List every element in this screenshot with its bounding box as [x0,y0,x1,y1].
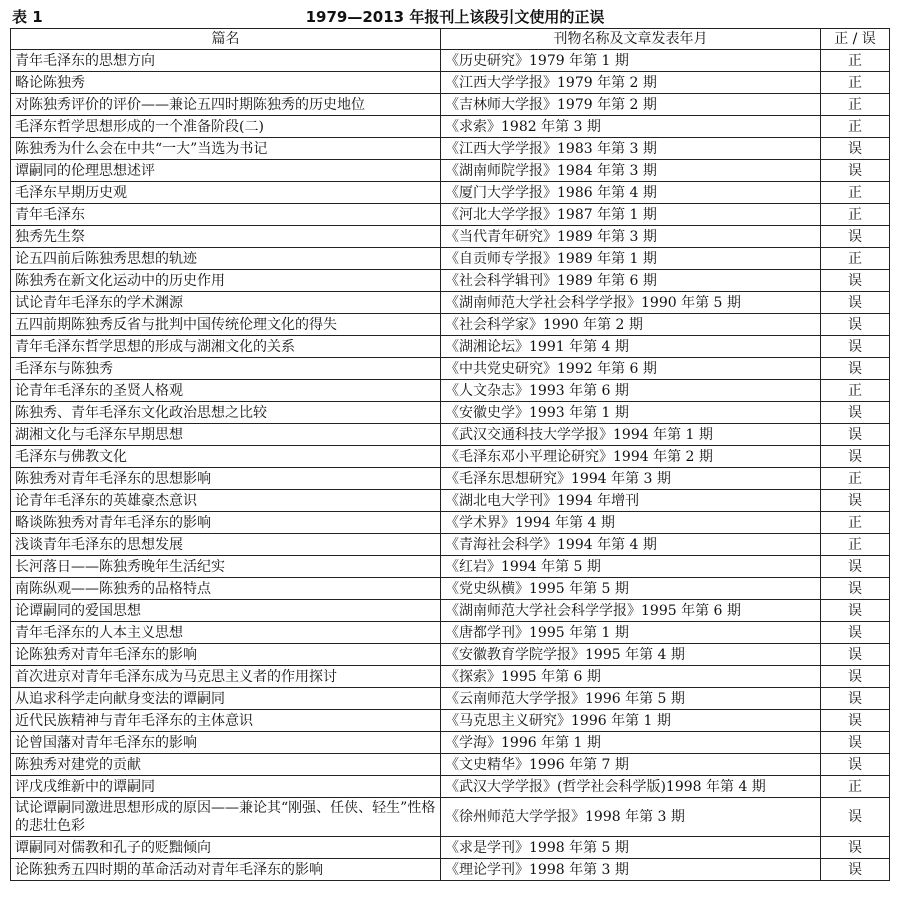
verdict-cell: 正 [821,380,890,402]
verdict-cell: 误 [821,600,890,622]
journal-cell: 《求索》1982 年第 3 期 [441,116,821,138]
table-row [11,556,890,578]
article-title-cell: 五四前期陈独秀反省与批判中国传统伦理文化的得失 [11,314,441,336]
journal-cell: 《青海社会科学》1994 年第 4 期 [441,534,821,556]
journal-cell: 《湖南师范大学社会科学学报》1990 年第 5 期 [441,292,821,314]
journal-cell: 《安徽教育学院学报》1995 年第 4 期 [441,644,821,666]
verdict-cell: 误 [821,732,890,754]
article-title-cell: 浅谈青年毛泽东的思想发展 [11,534,441,556]
article-title-cell: 试论谭嗣同激进思想形成的原因——兼论其“刚强、任侠、轻生”性格的悲壮色彩 [11,798,441,837]
table-row [11,512,890,534]
table-title: 1979—2013 年报刊上该段引文使用的正误 [305,8,605,26]
verdict-cell: 误 [821,138,890,160]
table-row [11,622,890,644]
journal-cell: 《毛泽东邓小平理论研究》1994 年第 2 期 [441,446,821,468]
article-title-cell: 陈独秀对青年毛泽东的思想影响 [11,468,441,490]
table-row [11,710,890,732]
table-row [11,182,890,204]
article-title-cell: 论谭嗣同的爱国思想 [11,600,441,622]
header-journal: 刊物名称及文章发表年月 [441,29,821,50]
journal-cell: 《厦门大学学报》1986 年第 4 期 [441,182,821,204]
journal-cell: 《马克思主义研究》1996 年第 1 期 [441,710,821,732]
verdict-cell: 误 [821,446,890,468]
article-title-cell: 略谈陈独秀对青年毛泽东的影响 [11,512,441,534]
verdict-cell: 误 [821,622,890,644]
verdict-cell: 正 [821,468,890,490]
table-label: 表 1 [12,8,43,26]
table-row [11,314,890,336]
table-row [11,138,890,160]
verdict-cell: 误 [821,226,890,248]
verdict-cell: 误 [821,578,890,600]
journal-cell: 《中共党史研究》1992 年第 6 期 [441,358,821,380]
journal-cell: 《社会科学家》1990 年第 2 期 [441,314,821,336]
table-row [11,644,890,666]
table-row [11,248,890,270]
table-row [11,336,890,358]
article-title-cell: 陈独秀为什么会在中共“一大”当选为书记 [11,138,441,160]
article-title-cell: 独秀先生祭 [11,226,441,248]
table-caption [10,4,890,26]
article-title-cell: 谭嗣同对儒教和孔子的贬黜倾向 [11,837,441,859]
table-row [11,666,890,688]
table-row [11,380,890,402]
article-title-cell: 陈独秀、青年毛泽东文化政治思想之比较 [11,402,441,424]
journal-cell: 《学海》1996 年第 1 期 [441,732,821,754]
header-row [11,29,890,50]
journal-cell: 《文史精华》1996 年第 7 期 [441,754,821,776]
table-row [11,160,890,182]
table-row [11,292,890,314]
verdict-cell: 误 [821,402,890,424]
verdict-cell: 正 [821,94,890,116]
journal-cell: 《江西大学学报》1983 年第 3 期 [441,138,821,160]
header-verdict: 正 / 误 [821,29,890,50]
table-row [11,837,890,859]
article-title-cell: 南陈纵观——陈独秀的品格特点 [11,578,441,600]
article-title-cell: 青年毛泽东哲学思想的形成与湖湘文化的关系 [11,336,441,358]
citation-table [10,28,890,881]
journal-cell: 《湖南师院学报》1984 年第 3 期 [441,160,821,182]
article-title-cell: 陈独秀对建党的贡献 [11,754,441,776]
table-row [11,446,890,468]
verdict-cell: 误 [821,754,890,776]
journal-cell: 《江西大学学报》1979 年第 2 期 [441,72,821,94]
table-row [11,50,890,72]
table-row [11,424,890,446]
journal-cell: 《湖北电大学刊》1994 年增刊 [441,490,821,512]
table-row [11,270,890,292]
journal-cell: 《武汉大学学报》(哲学社会科学版)1998 年第 4 期 [441,776,821,798]
verdict-cell: 正 [821,248,890,270]
table-row [11,754,890,776]
verdict-cell: 正 [821,534,890,556]
verdict-cell: 正 [821,116,890,138]
verdict-cell: 误 [821,556,890,578]
verdict-cell: 正 [821,776,890,798]
table-row [11,358,890,380]
article-title-cell: 论青年毛泽东的圣贤人格观 [11,380,441,402]
table-row [11,798,890,837]
verdict-cell: 误 [821,292,890,314]
journal-cell: 《河北大学学报》1987 年第 1 期 [441,204,821,226]
table-row [11,776,890,798]
journal-cell: 《云南师范大学学报》1996 年第 5 期 [441,688,821,710]
table-row [11,72,890,94]
article-title-cell: 略论陈独秀 [11,72,441,94]
article-title-cell: 毛泽东与佛教文化 [11,446,441,468]
journal-cell: 《吉林师大学报》1979 年第 2 期 [441,94,821,116]
article-title-cell: 青年毛泽东 [11,204,441,226]
article-title-cell: 毛泽东早期历史观 [11,182,441,204]
article-title-cell: 青年毛泽东的思想方向 [11,50,441,72]
table-row [11,859,890,881]
article-title-cell: 毛泽东哲学思想形成的一个准备阶段(二) [11,116,441,138]
table-row [11,732,890,754]
verdict-cell: 误 [821,424,890,446]
table-row [11,226,890,248]
verdict-cell: 误 [821,644,890,666]
table-row [11,490,890,512]
article-title-cell: 从追求科学走向献身变法的谭嗣同 [11,688,441,710]
verdict-cell: 正 [821,72,890,94]
table-row [11,688,890,710]
article-title-cell: 评戊戌维新中的谭嗣同 [11,776,441,798]
journal-cell: 《党史纵横》1995 年第 5 期 [441,578,821,600]
article-title-cell: 谭嗣同的伦理思想述评 [11,160,441,182]
verdict-cell: 正 [821,204,890,226]
verdict-cell: 正 [821,182,890,204]
journal-cell: 《武汉交通科技大学学报》1994 年第 1 期 [441,424,821,446]
verdict-cell: 误 [821,798,890,837]
verdict-cell: 误 [821,710,890,732]
journal-cell: 《当代青年研究》1989 年第 3 期 [441,226,821,248]
article-title-cell: 青年毛泽东的人本主义思想 [11,622,441,644]
journal-cell: 《社会科学辑刊》1989 年第 6 期 [441,270,821,292]
article-title-cell: 试论青年毛泽东的学术渊源 [11,292,441,314]
journal-cell: 《学术界》1994 年第 4 期 [441,512,821,534]
article-title-cell: 对陈独秀评价的评价——兼论五四时期陈独秀的历史地位 [11,94,441,116]
verdict-cell: 误 [821,336,890,358]
article-title-cell: 陈独秀在新文化运动中的历史作用 [11,270,441,292]
table-row [11,94,890,116]
table-row [11,468,890,490]
journal-cell: 《求是学刊》1998 年第 5 期 [441,837,821,859]
table-row [11,534,890,556]
journal-cell: 《历史研究》1979 年第 1 期 [441,50,821,72]
verdict-cell: 正 [821,50,890,72]
table-row [11,578,890,600]
journal-cell: 《唐都学刊》1995 年第 1 期 [441,622,821,644]
verdict-cell: 误 [821,666,890,688]
journal-cell: 《理论学刊》1998 年第 3 期 [441,859,821,881]
article-title-cell: 论五四前后陈独秀思想的轨迹 [11,248,441,270]
table-row [11,402,890,424]
journal-cell: 《红岩》1994 年第 5 期 [441,556,821,578]
article-title-cell: 论青年毛泽东的英雄豪杰意识 [11,490,441,512]
verdict-cell: 误 [821,490,890,512]
verdict-cell: 误 [821,837,890,859]
article-title-cell: 首次进京对青年毛泽东成为马克思主义者的作用探讨 [11,666,441,688]
article-title-cell: 毛泽东与陈独秀 [11,358,441,380]
verdict-cell: 误 [821,314,890,336]
article-title-cell: 近代民族精神与青年毛泽东的主体意识 [11,710,441,732]
journal-cell: 《自贡师专学报》1989 年第 1 期 [441,248,821,270]
verdict-cell: 误 [821,358,890,380]
article-title-cell: 论陈独秀五四时期的革命活动对青年毛泽东的影响 [11,859,441,881]
verdict-cell: 误 [821,859,890,881]
journal-cell: 《安徽史学》1993 年第 1 期 [441,402,821,424]
verdict-cell: 正 [821,512,890,534]
verdict-cell: 误 [821,160,890,182]
article-title-cell: 论曾国藩对青年毛泽东的影响 [11,732,441,754]
table-body [11,50,890,881]
journal-cell: 《探索》1995 年第 6 期 [441,666,821,688]
table-row [11,204,890,226]
verdict-cell: 误 [821,688,890,710]
journal-cell: 《湖湘论坛》1991 年第 4 期 [441,336,821,358]
table-row [11,116,890,138]
header-title: 篇名 [11,29,441,50]
verdict-cell: 误 [821,270,890,292]
journal-cell: 《毛泽东思想研究》1994 年第 3 期 [441,468,821,490]
journal-cell: 《徐州师范大学学报》1998 年第 3 期 [441,798,821,837]
journal-cell: 《湖南师范大学社会科学学报》1995 年第 6 期 [441,600,821,622]
article-title-cell: 湖湘文化与毛泽东早期思想 [11,424,441,446]
table-row [11,600,890,622]
journal-cell: 《人文杂志》1993 年第 6 期 [441,380,821,402]
article-title-cell: 论陈独秀对青年毛泽东的影响 [11,644,441,666]
article-title-cell: 长河落日——陈独秀晚年生活纪实 [11,556,441,578]
